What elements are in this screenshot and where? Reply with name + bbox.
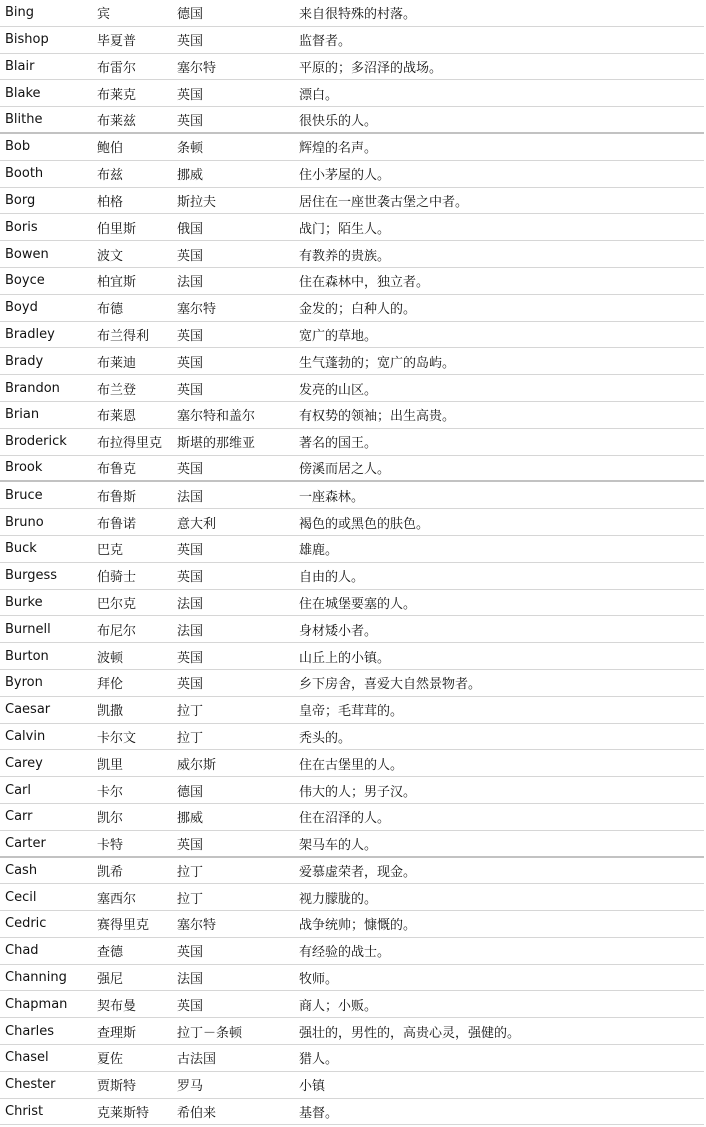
name-origin: 意大利 [177,516,217,532]
english-name: Christ [5,1104,44,1120]
name-origin: 塞尔特和盖尔 [177,409,256,425]
name-meaning: 秃头的。 [299,730,352,746]
name-origin: 法国 [177,623,204,639]
english-name: Burton [5,648,49,664]
chinese-name: 赛得里克 [97,918,150,934]
english-name: Brook [5,460,43,476]
table-row [0,188,704,215]
name-origin: 英国 [177,837,204,853]
table-row [0,1072,704,1099]
table-row [0,670,704,697]
english-name: Bruce [5,487,43,503]
name-meaning: 牧师。 [299,972,339,988]
english-name: Boyd [5,300,38,316]
chinese-name: 卡尔 [97,784,124,800]
english-name: Buck [5,541,37,557]
name-meaning: 伟大的人；男子汉。 [299,784,417,800]
name-meaning: 著名的国王。 [299,436,378,452]
name-origin: 英国 [177,945,204,961]
chinese-name: 查理斯 [97,1025,137,1041]
table-row [0,322,704,349]
chinese-name: 布莱迪 [97,355,137,371]
chinese-name: 卡尔文 [97,730,137,746]
english-name: Broderick [5,434,67,450]
chinese-name: 柏宜斯 [97,275,137,291]
name-origin: 英国 [177,328,204,344]
english-name: Byron [5,675,43,691]
table-row [0,965,704,992]
name-meaning: 住在森林中，独立者。 [299,275,430,291]
english-name: Bradley [5,326,55,342]
name-origin: 英国 [177,650,204,666]
chinese-name: 布雷尔 [97,60,137,76]
name-origin: 拉丁 [177,891,204,907]
name-meaning: 辉煌的名声。 [299,141,378,157]
name-origin: 英国 [177,543,204,559]
name-meaning: 住在城堡要塞的人。 [299,596,417,612]
english-name: Carter [5,835,46,851]
name-meaning: 住在沼泽的人。 [299,811,391,827]
name-meaning: 住小茅屋的人。 [299,168,391,184]
table-row [0,1099,704,1126]
name-meaning: 生气蓬勃的；宽广的岛屿。 [299,355,456,371]
english-name: Booth [5,166,44,182]
english-name: Blithe [5,112,43,128]
english-name: Brian [5,407,40,423]
chinese-name: 巴克 [97,543,124,559]
name-origin: 威尔斯 [177,757,217,773]
table-row [0,482,704,509]
chinese-name: 凯撒 [97,704,124,720]
english-name: Burke [5,594,43,610]
english-name: Blair [5,58,35,74]
name-meaning: 爱慕虚荣者，现金。 [299,864,417,880]
name-meaning: 雄鹿。 [299,543,339,559]
chinese-name: 伯里斯 [97,221,137,237]
name-origin: 挪威 [177,811,204,827]
name-meaning: 小镇 [299,1079,326,1095]
table-row [0,0,704,27]
english-name: Burnell [5,621,51,637]
name-meaning: 身材矮小者。 [299,623,378,639]
table-row [0,295,704,322]
table-row [0,402,704,429]
table-row [0,563,704,590]
english-name: Bruno [5,514,44,530]
table-row [0,134,704,161]
english-name: Carey [5,755,43,771]
name-meaning: 有经验的战士。 [299,945,391,961]
table-row [0,1018,704,1045]
name-meaning: 战争统帅；慷慨的。 [299,918,417,934]
table-row [0,643,704,670]
english-name: Bowen [5,246,49,262]
chinese-name: 巴尔克 [97,596,137,612]
english-name: Brady [5,353,44,369]
english-name: Bob [5,139,31,155]
name-origin: 英国 [177,355,204,371]
name-meaning: 很快乐的人。 [299,114,378,130]
chinese-name: 宾 [97,7,111,23]
name-meaning: 金发的；白种人的。 [299,302,417,318]
table-row [0,214,704,241]
chinese-name: 波顿 [97,650,124,666]
chinese-name: 布鲁克 [97,462,137,478]
chinese-name: 卡特 [97,837,124,853]
table-row [0,536,704,563]
name-meaning: 有权势的领袖；出生高贵。 [299,409,456,425]
chinese-name: 凯里 [97,757,124,773]
name-meaning: 褐色的或黑色的肤色。 [299,516,430,532]
name-meaning: 乡下房舍，喜爱大自然景物者。 [299,677,482,693]
name-meaning: 一座森林。 [299,489,365,505]
english-name: Cash [5,862,38,878]
table-row [0,750,704,777]
name-origin: 拉丁 [177,730,204,746]
english-name: Chad [5,943,39,959]
table-row [0,241,704,268]
name-origin: 法国 [177,275,204,291]
chinese-name: 布莱恩 [97,409,137,425]
chinese-name: 布莱兹 [97,114,137,130]
name-meaning: 皇帝；毛茸茸的。 [299,704,404,720]
table-row [0,54,704,81]
name-meaning: 居住在一座世袭古堡之中者。 [299,194,469,210]
english-name: Borg [5,192,36,208]
english-name: Cedric [5,916,47,932]
name-origin: 挪威 [177,168,204,184]
name-origin: 德国 [177,784,204,800]
english-name: Burgess [5,568,58,584]
english-name: Bing [5,5,35,21]
name-origin: 英国 [177,34,204,50]
english-name: Cecil [5,889,37,905]
name-origin: 拉丁 [177,864,204,880]
table-row [0,884,704,911]
name-origin: 斯堪的那维亚 [177,436,256,452]
chinese-name: 伯骑士 [97,570,137,586]
name-meaning: 漂白。 [299,87,339,103]
chinese-name: 布尼尔 [97,623,137,639]
name-origin: 塞尔特 [177,918,217,934]
table-row [0,348,704,375]
table-row [0,509,704,536]
table-row [0,804,704,831]
name-origin: 英国 [177,998,204,1014]
name-meaning: 基督。 [299,1106,339,1122]
name-meaning: 视力朦胧的。 [299,891,378,907]
chinese-name: 鲍伯 [97,141,124,157]
english-name: Chester [5,1077,56,1093]
chinese-name: 布莱克 [97,87,137,103]
name-origin: 拉丁 [177,704,204,720]
english-name: Brandon [5,380,60,396]
chinese-name: 凯希 [97,864,124,880]
english-name: Boyce [5,273,45,289]
chinese-name: 波文 [97,248,124,264]
name-origin: 斯拉夫 [177,194,217,210]
table-row [0,938,704,965]
name-origin: 英国 [177,248,204,264]
chinese-name: 拜伦 [97,677,124,693]
chinese-name: 查德 [97,945,124,961]
name-meaning: 平原的；多沼泽的战场。 [299,60,443,76]
name-origin: 英国 [177,462,204,478]
chinese-name: 布拉得里克 [97,436,163,452]
table-row [0,616,704,643]
name-origin: 法国 [177,596,204,612]
name-meaning: 自由的人。 [299,570,365,586]
table-row [0,107,704,134]
chinese-name: 克莱斯特 [97,1106,150,1122]
name-origin: 古法国 [177,1052,217,1068]
name-origin: 英国 [177,570,204,586]
chinese-name: 贾斯特 [97,1079,137,1095]
name-origin: 希伯来 [177,1106,217,1122]
table-row [0,697,704,724]
table-row [0,991,704,1018]
name-origin: 英国 [177,677,204,693]
name-origin: 英国 [177,382,204,398]
english-name: Caesar [5,702,51,718]
table-row [0,777,704,804]
name-origin: 法国 [177,489,204,505]
name-meaning: 强壮的，男性的，高贵心灵，强健的。 [299,1025,521,1041]
english-name: Boris [5,219,38,235]
chinese-name: 塞西尔 [97,891,137,907]
chinese-name: 布兹 [97,168,124,184]
table-row [0,27,704,54]
name-meaning: 有教养的贵族。 [299,248,391,264]
chinese-name: 布鲁诺 [97,516,137,532]
english-name: Chasel [5,1050,49,1066]
english-name: Calvin [5,728,46,744]
english-name: Chapman [5,996,68,1012]
chinese-name: 凯尔 [97,811,124,827]
table-row [0,831,704,858]
chinese-name: 布德 [97,302,124,318]
chinese-name: 契布曼 [97,998,137,1014]
name-origin: 英国 [177,114,204,130]
table-row [0,911,704,938]
name-origin: 德国 [177,7,204,23]
chinese-name: 强尼 [97,972,124,988]
name-meaning: 监督者。 [299,34,352,50]
table-row [0,858,704,885]
table-row [0,429,704,456]
table-row [0,724,704,751]
name-meaning: 来自很特殊的村落。 [299,7,417,23]
name-origin: 法国 [177,972,204,988]
english-name: Carr [5,809,33,825]
name-origin: 拉丁－条顿 [177,1025,243,1041]
chinese-name: 布兰登 [97,382,137,398]
name-meaning: 山丘上的小镇。 [299,650,391,666]
english-name: Charles [5,1023,55,1039]
chinese-name: 柏格 [97,194,124,210]
name-meaning: 宽广的草地。 [299,328,378,344]
name-meaning: 战门；陌生人。 [299,221,391,237]
name-meaning: 傍溪而居之人。 [299,462,391,478]
english-name: Blake [5,85,41,101]
english-name: Channing [5,970,67,986]
name-origin: 塞尔特 [177,60,217,76]
table-row [0,590,704,617]
name-origin: 塞尔特 [177,302,217,318]
table-row [0,268,704,295]
name-meaning: 发亮的山区。 [299,382,378,398]
chinese-name: 布兰得利 [97,328,150,344]
name-meaning: 猎人。 [299,1052,339,1068]
name-meaning: 商人；小贩。 [299,998,378,1014]
chinese-name: 夏佐 [97,1052,124,1068]
chinese-name: 布鲁斯 [97,489,137,505]
table-row [0,1045,704,1072]
chinese-name: 毕夏普 [97,34,137,50]
english-name: Bishop [5,32,49,48]
table-row [0,80,704,107]
name-meaning: 架马车的人。 [299,837,378,853]
name-origin: 条顿 [177,141,204,157]
english-name: Carl [5,782,31,798]
table-row [0,456,704,483]
table-row [0,375,704,402]
name-origin: 俄国 [177,221,204,237]
name-origin: 罗马 [177,1079,204,1095]
name-origin: 英国 [177,87,204,103]
table-row [0,161,704,188]
name-meaning: 住在古堡里的人。 [299,757,404,773]
